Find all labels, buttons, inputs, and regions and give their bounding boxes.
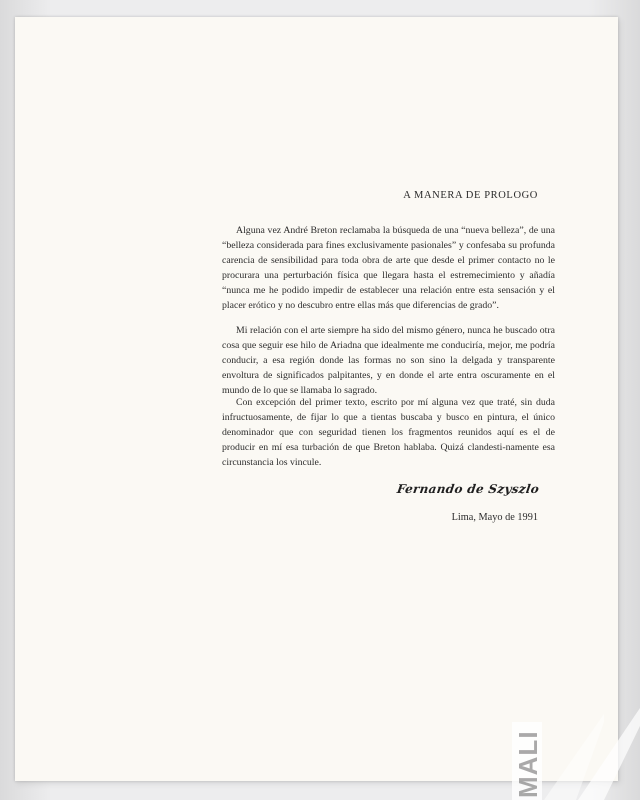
mali-logo-text: MALI <box>513 730 543 798</box>
place-and-date: Lima, Mayo de 1991 <box>451 512 538 523</box>
document-heading: A MANERA DE PROLOGO <box>403 190 538 201</box>
paragraph-3: Con excepción del primer texto, escrito por mí alguna vez que traté, sin duda infructuosamente, de fijar lo que a tientas buscaba y busco en pintura, el único denominador que con seguridad tienen los fragmentos reunidos aquí es el de producir en mí esa turbación de que Breton hablaba. Quizá clandesti-namente esa circunstancia los vincule. <box>222 397 555 468</box>
paragraph-2: Mi relación con el arte siempre ha sido del mismo género, nunca he buscado otra cosa que seguir ese hilo de Ariadna que idealmente me conduciría, mejor, me podría conducir, a esa región donde las formas no son sino la delgada y transparente envoltura de significados palpitantes, y en donde el arte entra oscuramente en el mundo de lo que se llamaba lo sagrado. <box>222 325 555 396</box>
mali-logo-watermark <box>508 706 640 800</box>
paragraph-1: Alguna vez André Breton reclamaba la búsqueda de una “nueva belleza”, de una “belleza considerada para fines exclusivamente pasionales” y confesaba su profunda carencia de sensibilidad para toda obra de arte que desde el primer contacto no le procurara una perturbación física que llegara hasta el estremecimiento y añadía “nunca me he podido impedir de establecer una relación entre esta sensación y el placer erótico y no descubro entre ellas más que diferencias de grado”. <box>222 225 555 311</box>
signature: Fernando de Szyszlo <box>395 482 540 496</box>
document-page <box>15 17 618 781</box>
